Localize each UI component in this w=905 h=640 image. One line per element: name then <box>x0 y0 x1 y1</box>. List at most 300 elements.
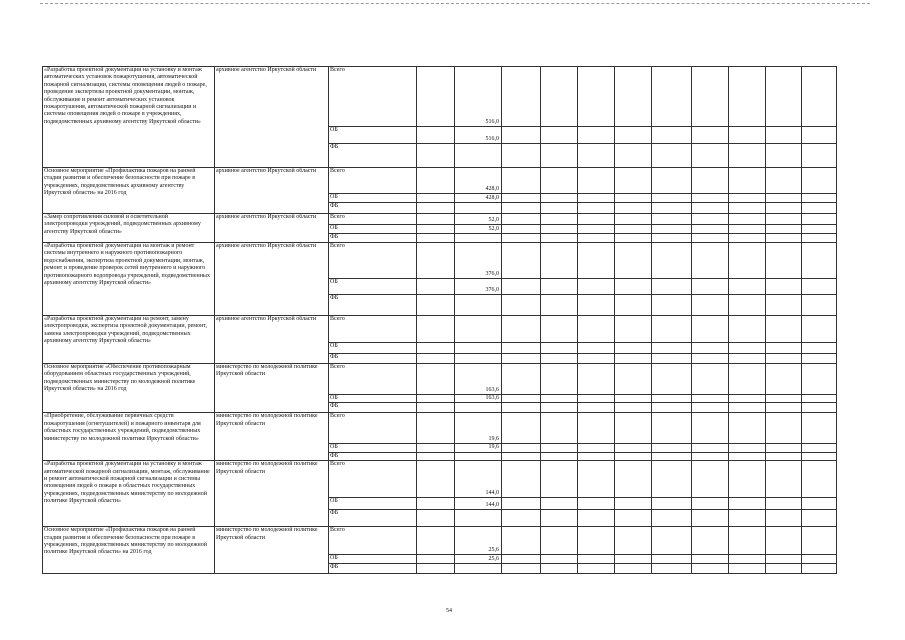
responsible-organization: архивное агентство Иркутской области <box>215 67 329 168</box>
empty-cell <box>578 168 615 194</box>
empty-cell <box>578 498 615 510</box>
funding-amount <box>455 564 502 574</box>
empty-cell <box>802 452 837 460</box>
empty-cell <box>541 395 578 403</box>
funding-amount: 428,0 <box>455 168 502 194</box>
empty-cell <box>615 127 652 144</box>
funding-amount: 376,0 <box>455 279 502 295</box>
empty-cell <box>692 144 729 168</box>
empty-cell <box>502 316 541 343</box>
empty-cell <box>652 395 692 403</box>
empty-cell <box>692 510 729 527</box>
empty-cell <box>652 214 692 225</box>
empty-cell <box>541 243 578 279</box>
funding-source-label: ОБ <box>329 343 417 354</box>
empty-cell <box>615 295 652 316</box>
empty-cell <box>417 452 455 460</box>
funding-amount: 516,0 <box>455 67 502 127</box>
measure-description: «Разработка проектной документации на монтаж и ремонт системы внутреннего и наружного противопожарного водоснабжения, экспертиза проектной документации, монтаж, ремонт и проведение проверок сетей внутреннего и наружного противопожарного водопровода учреждений, подведомственных архивному агентству Иркутской области» <box>43 243 215 316</box>
funding-amount: 144,0 <box>455 498 502 510</box>
empty-cell <box>729 203 766 214</box>
empty-cell <box>652 316 692 343</box>
empty-cell <box>802 214 837 225</box>
table-row <box>43 67 837 127</box>
empty-cell <box>766 461 802 498</box>
empty-cell <box>652 364 692 395</box>
empty-cell <box>578 413 615 444</box>
empty-cell <box>578 279 615 295</box>
empty-cell <box>692 343 729 354</box>
empty-cell <box>541 452 578 460</box>
empty-cell <box>692 564 729 574</box>
empty-cell <box>802 461 837 498</box>
empty-cell <box>802 279 837 295</box>
empty-cell <box>578 354 615 364</box>
empty-cell <box>541 510 578 527</box>
empty-cell <box>502 364 541 395</box>
empty-cell <box>729 144 766 168</box>
empty-cell <box>502 203 541 214</box>
table-row <box>43 413 837 444</box>
empty-cell <box>802 225 837 234</box>
empty-cell <box>615 444 652 452</box>
funding-amount: 428,0 <box>455 194 502 203</box>
empty-cell <box>417 498 455 510</box>
empty-cell <box>615 564 652 574</box>
empty-cell <box>652 354 692 364</box>
empty-cell <box>541 527 578 555</box>
empty-cell <box>692 461 729 498</box>
empty-cell <box>615 555 652 564</box>
empty-cell <box>692 243 729 279</box>
empty-cell <box>615 67 652 127</box>
responsible-organization: архивное агентство Иркутской области <box>215 316 329 364</box>
empty-cell <box>417 243 455 279</box>
empty-cell <box>615 234 652 243</box>
funding-source-label: ФБ <box>329 510 417 527</box>
empty-cell <box>802 510 837 527</box>
empty-cell <box>766 214 802 225</box>
empty-cell <box>578 203 615 214</box>
empty-cell <box>652 203 692 214</box>
empty-cell <box>502 395 541 403</box>
funding-source-label: Всего <box>329 316 417 343</box>
responsible-organization: министерство по молодежной политике Иркутской области <box>215 527 329 574</box>
empty-cell <box>502 67 541 127</box>
empty-cell <box>729 354 766 364</box>
empty-cell <box>615 403 652 413</box>
empty-cell <box>615 168 652 194</box>
empty-cell <box>502 127 541 144</box>
empty-cell <box>802 403 837 413</box>
empty-cell <box>652 564 692 574</box>
empty-cell <box>541 127 578 144</box>
funding-amount <box>455 452 502 460</box>
empty-cell <box>692 413 729 444</box>
funding-source-label: ФБ <box>329 295 417 316</box>
empty-cell <box>417 194 455 203</box>
funding-amount: 163,6 <box>455 364 502 395</box>
empty-cell <box>578 144 615 168</box>
empty-cell <box>802 413 837 444</box>
empty-cell <box>652 243 692 279</box>
empty-cell <box>802 234 837 243</box>
funding-source-label: Всего <box>329 364 417 395</box>
empty-cell <box>802 127 837 144</box>
empty-cell <box>502 564 541 574</box>
empty-cell <box>417 403 455 413</box>
responsible-organization: министерство по молодежной политике Иркутской области <box>215 413 329 461</box>
empty-cell <box>652 498 692 510</box>
empty-cell <box>729 413 766 444</box>
empty-cell <box>502 498 541 510</box>
empty-cell <box>578 527 615 555</box>
empty-cell <box>652 403 692 413</box>
empty-cell <box>766 243 802 279</box>
empty-cell <box>502 225 541 234</box>
empty-cell <box>802 555 837 564</box>
funding-amount <box>455 510 502 527</box>
empty-cell <box>417 225 455 234</box>
empty-cell <box>729 343 766 354</box>
table-row <box>43 214 837 225</box>
table-row <box>43 316 837 343</box>
empty-cell <box>652 225 692 234</box>
empty-cell <box>766 354 802 364</box>
empty-cell <box>541 279 578 295</box>
table-row <box>43 527 837 555</box>
empty-cell <box>766 413 802 444</box>
empty-cell <box>417 461 455 498</box>
empty-cell <box>802 67 837 127</box>
program-table <box>42 66 837 574</box>
responsible-organization: министерство по молодежной политике Иркутской области <box>215 364 329 413</box>
empty-cell <box>652 127 692 144</box>
funding-amount: 376,0 <box>455 243 502 279</box>
empty-cell <box>652 527 692 555</box>
empty-cell <box>766 279 802 295</box>
empty-cell <box>541 67 578 127</box>
empty-cell <box>766 144 802 168</box>
empty-cell <box>729 395 766 403</box>
funding-source-label: ФБ <box>329 234 417 243</box>
empty-cell <box>692 225 729 234</box>
empty-cell <box>417 564 455 574</box>
empty-cell <box>729 461 766 498</box>
empty-cell <box>541 214 578 225</box>
empty-cell <box>802 498 837 510</box>
empty-cell <box>578 395 615 403</box>
empty-cell <box>802 364 837 395</box>
empty-cell <box>578 225 615 234</box>
empty-cell <box>766 403 802 413</box>
empty-cell <box>578 461 615 498</box>
empty-cell <box>417 510 455 527</box>
empty-cell <box>729 295 766 316</box>
empty-cell <box>417 316 455 343</box>
empty-cell <box>578 452 615 460</box>
empty-cell <box>502 461 541 498</box>
empty-cell <box>615 510 652 527</box>
empty-cell <box>802 564 837 574</box>
empty-cell <box>729 234 766 243</box>
measure-description: «Разработка проектной документации на установку и монтаж автоматической пожарной сигнализации, монтаж, обслуживание и ремонт автоматической пожарной сигнализации и системы оповещения людей о пожаре в областных государственных учреждениях, подведомственных министерству по молодежной политике Иркутской области» <box>43 461 215 527</box>
funding-amount <box>455 403 502 413</box>
empty-cell <box>502 444 541 452</box>
empty-cell <box>541 316 578 343</box>
responsible-organization: архивное агентство Иркутской области <box>215 168 329 214</box>
empty-cell <box>802 343 837 354</box>
funding-amount: 25,6 <box>455 527 502 555</box>
funding-amount <box>455 203 502 214</box>
empty-cell <box>615 413 652 444</box>
empty-cell <box>766 444 802 452</box>
empty-cell <box>652 555 692 564</box>
funding-source-label: Всего <box>329 67 417 127</box>
empty-cell <box>578 403 615 413</box>
empty-cell <box>578 343 615 354</box>
empty-cell <box>615 279 652 295</box>
empty-cell <box>802 527 837 555</box>
empty-cell <box>578 67 615 127</box>
empty-cell <box>692 214 729 225</box>
funding-source-label: ФБ <box>329 354 417 364</box>
empty-cell <box>729 527 766 555</box>
empty-cell <box>615 364 652 395</box>
funding-amount: 52,0 <box>455 214 502 225</box>
empty-cell <box>417 127 455 144</box>
empty-cell <box>729 243 766 279</box>
empty-cell <box>502 194 541 203</box>
funding-amount: 163,6 <box>455 395 502 403</box>
empty-cell <box>766 343 802 354</box>
empty-cell <box>802 444 837 452</box>
empty-cell <box>729 498 766 510</box>
funding-source-label: Всего <box>329 243 417 279</box>
empty-cell <box>417 295 455 316</box>
empty-cell <box>502 214 541 225</box>
empty-cell <box>652 343 692 354</box>
empty-cell <box>729 279 766 295</box>
empty-cell <box>417 555 455 564</box>
empty-cell <box>615 194 652 203</box>
funding-amount <box>455 295 502 316</box>
empty-cell <box>502 144 541 168</box>
empty-cell <box>766 234 802 243</box>
funding-source-label: ОБ <box>329 127 417 144</box>
empty-cell <box>802 395 837 403</box>
empty-cell <box>502 295 541 316</box>
responsible-organization: архивное агентство Иркутской области <box>215 243 329 316</box>
funding-source-label: ОБ <box>329 225 417 234</box>
empty-cell <box>417 413 455 444</box>
funding-source-label: ОБ <box>329 555 417 564</box>
measure-description: Основное мероприятие «Профилактика пожаров на ранней стадии развития и обеспечение безопасности при пожаре в учреждениях, подведомственных архивному агентству Иркутской области» на 2016 год <box>43 168 215 214</box>
empty-cell <box>766 194 802 203</box>
empty-cell <box>729 452 766 460</box>
empty-cell <box>729 403 766 413</box>
empty-cell <box>541 295 578 316</box>
empty-cell <box>692 67 729 127</box>
empty-cell <box>692 364 729 395</box>
table-row <box>43 461 837 498</box>
table-row <box>43 364 837 395</box>
empty-cell <box>729 316 766 343</box>
empty-cell <box>652 234 692 243</box>
funding-amount: 516,0 <box>455 127 502 144</box>
empty-cell <box>578 510 615 527</box>
empty-cell <box>541 364 578 395</box>
responsible-organization: министерство по молодежной политике Иркутской области <box>215 461 329 527</box>
empty-cell <box>766 364 802 395</box>
empty-cell <box>502 234 541 243</box>
empty-cell <box>692 127 729 144</box>
empty-cell <box>729 444 766 452</box>
empty-cell <box>692 403 729 413</box>
funding-source-label: ОБ <box>329 444 417 452</box>
funding-source-label: ОБ <box>329 498 417 510</box>
empty-cell <box>766 555 802 564</box>
empty-cell <box>541 564 578 574</box>
empty-cell <box>417 168 455 194</box>
funding-source-label: Всего <box>329 168 417 194</box>
empty-cell <box>417 343 455 354</box>
empty-cell <box>802 354 837 364</box>
empty-cell <box>615 461 652 498</box>
empty-cell <box>615 343 652 354</box>
empty-cell <box>502 343 541 354</box>
funding-source-label: ФБ <box>329 144 417 168</box>
empty-cell <box>615 354 652 364</box>
funding-amount: 25,6 <box>455 555 502 564</box>
empty-cell <box>417 203 455 214</box>
funding-source-label: Всего <box>329 527 417 555</box>
empty-cell <box>417 444 455 452</box>
empty-cell <box>802 316 837 343</box>
empty-cell <box>766 498 802 510</box>
empty-cell <box>578 364 615 395</box>
empty-cell <box>766 225 802 234</box>
empty-cell <box>766 316 802 343</box>
funding-source-label: ФБ <box>329 452 417 460</box>
empty-cell <box>502 452 541 460</box>
measure-description: Основное мероприятие «Обеспечение противопожарным оборудованием областных государственных учреждений, подведомственных министерству по молодежной политике Иркутской области» на 2016 год <box>43 364 215 413</box>
funding-source-label: Всего <box>329 214 417 225</box>
empty-cell <box>615 498 652 510</box>
funding-source-label: ФБ <box>329 403 417 413</box>
empty-cell <box>766 127 802 144</box>
empty-cell <box>541 413 578 444</box>
empty-cell <box>578 295 615 316</box>
empty-cell <box>766 564 802 574</box>
empty-cell <box>729 214 766 225</box>
funding-amount: 144,0 <box>455 461 502 498</box>
empty-cell <box>692 527 729 555</box>
empty-cell <box>692 203 729 214</box>
empty-cell <box>692 444 729 452</box>
empty-cell <box>766 295 802 316</box>
empty-cell <box>729 364 766 395</box>
funding-amount: 19,6 <box>455 444 502 452</box>
empty-cell <box>578 214 615 225</box>
empty-cell <box>692 498 729 510</box>
empty-cell <box>802 203 837 214</box>
empty-cell <box>652 461 692 498</box>
empty-cell <box>766 452 802 460</box>
empty-cell <box>729 225 766 234</box>
funding-source-label: ОБ <box>329 395 417 403</box>
empty-cell <box>417 354 455 364</box>
empty-cell <box>802 243 837 279</box>
empty-cell <box>766 395 802 403</box>
empty-cell <box>766 67 802 127</box>
empty-cell <box>802 144 837 168</box>
empty-cell <box>615 243 652 279</box>
empty-cell <box>502 243 541 279</box>
empty-cell <box>652 194 692 203</box>
funding-amount: 19,6 <box>455 413 502 444</box>
empty-cell <box>541 498 578 510</box>
responsible-organization: архивное агентство Иркутской области <box>215 214 329 243</box>
empty-cell <box>578 127 615 144</box>
empty-cell <box>692 555 729 564</box>
empty-cell <box>417 527 455 555</box>
empty-cell <box>802 295 837 316</box>
empty-cell <box>692 234 729 243</box>
empty-cell <box>502 403 541 413</box>
empty-cell <box>802 168 837 194</box>
empty-cell <box>615 203 652 214</box>
empty-cell <box>729 67 766 127</box>
page-number: 54 <box>446 608 452 614</box>
empty-cell <box>417 279 455 295</box>
empty-cell <box>652 452 692 460</box>
empty-cell <box>692 279 729 295</box>
funding-amount <box>455 343 502 354</box>
empty-cell <box>766 510 802 527</box>
empty-cell <box>652 295 692 316</box>
empty-cell <box>692 395 729 403</box>
empty-cell <box>615 214 652 225</box>
empty-cell <box>502 279 541 295</box>
empty-cell <box>541 444 578 452</box>
funding-amount <box>455 144 502 168</box>
empty-cell <box>615 316 652 343</box>
empty-cell <box>541 194 578 203</box>
empty-cell <box>502 413 541 444</box>
funding-amount <box>455 316 502 343</box>
empty-cell <box>578 316 615 343</box>
empty-cell <box>541 343 578 354</box>
empty-cell <box>652 279 692 295</box>
funding-source-label: ОБ <box>329 194 417 203</box>
measure-description: «Разработка проектной документации на ремонт, замену электропроводки, экспертиза проектной документации, ремонт, замена электропроводки учреждений, подведомственных архивному агентству Иркутской области» <box>43 316 215 364</box>
empty-cell <box>692 316 729 343</box>
empty-cell <box>729 510 766 527</box>
funding-source-label: ФБ <box>329 564 417 574</box>
empty-cell <box>692 295 729 316</box>
empty-cell <box>615 527 652 555</box>
empty-cell <box>502 354 541 364</box>
measure-description: «Приобретение, обслуживание первичных средств пожаротушения (огнетушителей) и пожарного инвентаря для областных государственных учреждений, подведомственных министерству по молодежной политике Иркутской области» <box>43 413 215 461</box>
empty-cell <box>541 354 578 364</box>
empty-cell <box>502 510 541 527</box>
empty-cell <box>541 234 578 243</box>
empty-cell <box>541 144 578 168</box>
empty-cell <box>615 225 652 234</box>
empty-cell <box>766 203 802 214</box>
empty-cell <box>417 364 455 395</box>
